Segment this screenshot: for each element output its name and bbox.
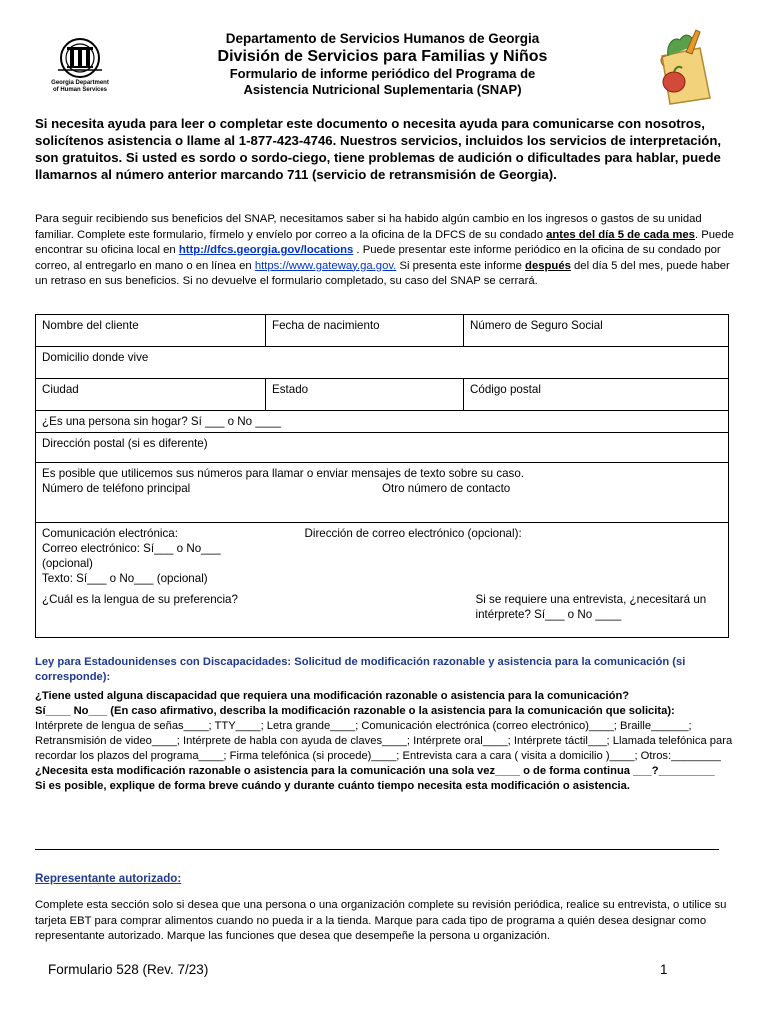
- section-divider: [35, 849, 719, 850]
- email-address-field[interactable]: Dirección de correo electrónico (opcional):: [464, 523, 729, 590]
- state-field[interactable]: Estado: [266, 379, 464, 411]
- despues-text: después: [525, 259, 571, 272]
- language-field[interactable]: ¿Cuál es la lengua de su preferencia?: [36, 589, 464, 637]
- client-name-field[interactable]: Nombre del cliente: [36, 315, 266, 347]
- authorized-rep-title: Representante autorizado:: [35, 872, 182, 885]
- locations-link[interactable]: http://dfcs.georgia.gov/locations: [178, 244, 354, 256]
- homeless-question[interactable]: ¿Es una persona sin hogar? Sí ___ o No ____: [36, 411, 729, 433]
- dhs-seal-icon: [54, 38, 106, 78]
- ada-question-2: ¿Necesita esta modificación razonable o asistencia para la comunicación una sola vez____ o de forma continua ___?_________: [35, 765, 715, 777]
- authorized-rep-text: Complete esta sección solo si desea que una persona o una organización complete su revisión periódica, realice su entrevista, o utilice su tarjeta EBT para comprar alimentos cuando no pueda ir a la tienda. Marque para cada tipo de programa a quién desea designar como representante autorizado. Marque las funciones que desea que desempeñe la persona u organización.: [35, 899, 727, 942]
- page-number: 1: [660, 962, 668, 977]
- phone-main-label: Número de teléfono principal: [42, 482, 191, 495]
- interpreter-question[interactable]: Si se requiere una entrevista, ¿necesitará un intérprete? Sí___ o No ____: [464, 589, 729, 637]
- logo-text-line1: Georgia Department: [51, 80, 109, 86]
- client-info-form: [35, 314, 729, 638]
- ada-question-1b: Sí____ No___ (En caso afirmativo, describa la modificación razonable o la asistencia para la comunicación que solicita):: [35, 705, 675, 717]
- phone-note: Es posible que utilicemos sus números para llamar o enviar mensajes de texto sobre su caso.: [42, 467, 525, 480]
- department-title: Departamento de Servicios Humanos de Georgia: [225, 31, 540, 46]
- electronic-comm-section[interactable]: Comunicación electrónica: Correo electrónico: Sí___ o No___ (opcional) Texto: Sí___ o No___ (opcional): [36, 523, 464, 590]
- phone-other-label: Otro número de contacto: [382, 482, 511, 495]
- gateway-link[interactable]: https://www.gateway.ga.gov.: [254, 259, 397, 272]
- ssn-field[interactable]: Número de Seguro Social: [464, 315, 729, 347]
- assistance-notice: Si necesita ayuda para leer o completar este documento o necesita ayuda para comunicarse con nosotros, solicítenos asistencia o llame al 1-877-423-4746. Nuestros servicios, incluidos los servicios de interpretación, son gratuitos. Si usted es sordo o sordo-ciego, tiene problemas de audición o dificultades para hablar, puede llamarnos al número anterior marcando 711 (servicio de retransmisión de Georgia).: [35, 116, 722, 182]
- form-title-line2: Asistencia Nutricional Suplementaria (SNAP): [243, 82, 522, 97]
- ada-options: Intérprete de lengua de señas____; TTY____; Letra grande____; Comunicación electrónica (correo electrónico)____; Braille______; Retransmisión de video____; Intérprete de habla con ayuda de claves____; Intérprete oral____; Intérprete táctil___; Llamada telefónica para recordar los plazos del programa____; Firma telefónica (si procede)____; Entrevista cara a cara ( visita a domicilio )____; Otros:________: [35, 720, 733, 762]
- zip-field[interactable]: Código postal: [464, 379, 729, 411]
- mailing-address-field[interactable]: Dirección postal (si es diferente): [36, 433, 729, 463]
- intro-paragraph: Para seguir recibiendo sus beneficios del SNAP, necesitamos saber si ha habido algún cambio en los ingresos o gastos de su unidad familiar. Complete este formulario, fírmelo y envíelo por correo a la oficina de la DFCS de su condado antes del día 5 de cada mes. Puede encontrar su oficina local en http://dfcs.georgia.gov/locations . Puede presentar este informe periódico en la oficina de su condado por correo, al entregarlo en mano o en línea en https://www.gateway.ga.gov. Si presenta este informe después del día 5 del mes, puede haber un retraso en sus beneficios. Si no devuelve el formulario completado, su caso del SNAP se cerrará.: [35, 213, 734, 287]
- email-yes-no: Correo electrónico: Sí___ o No___: [42, 542, 221, 555]
- birth-date-field[interactable]: Fecha de nacimiento: [266, 315, 464, 347]
- phone-section[interactable]: [36, 463, 729, 523]
- division-title: División de Servicios para Familias y Niños: [217, 48, 548, 65]
- ada-title: Ley para Estadounidenses con Discapacidades: Solicitud de modificación razonable y asistencia para la comunicación (si corresponde):: [35, 656, 686, 683]
- text-yes-no: Texto: Sí___ o No___ (opcional): [42, 572, 208, 585]
- deadline-text: antes del día 5 de cada mes: [546, 228, 695, 241]
- form-title-line1: Formulario de informe periódico del Programa de: [229, 66, 536, 81]
- ada-section: [35, 655, 740, 794]
- ada-question-3: Si es posible, explique de forma breve cuándo y durante cuánto tiempo necesita esta modificación o asistencia.: [35, 780, 630, 792]
- title-block: [190, 30, 575, 98]
- form-number: Formulario 528 (Rev. 7/23): [48, 962, 209, 977]
- ada-question-1: ¿Tiene usted alguna discapacidad que requiera una modificación razonable o asistencia para la comunicación?: [35, 690, 630, 702]
- grocery-bag-icon: [650, 26, 720, 106]
- address-field[interactable]: Domicilio donde vive: [36, 347, 729, 379]
- page-header: [0, 0, 770, 100]
- city-field[interactable]: Ciudad: [36, 379, 266, 411]
- georgia-dhs-logo: [40, 38, 120, 100]
- logo-text-line2: of Human Services: [52, 87, 108, 93]
